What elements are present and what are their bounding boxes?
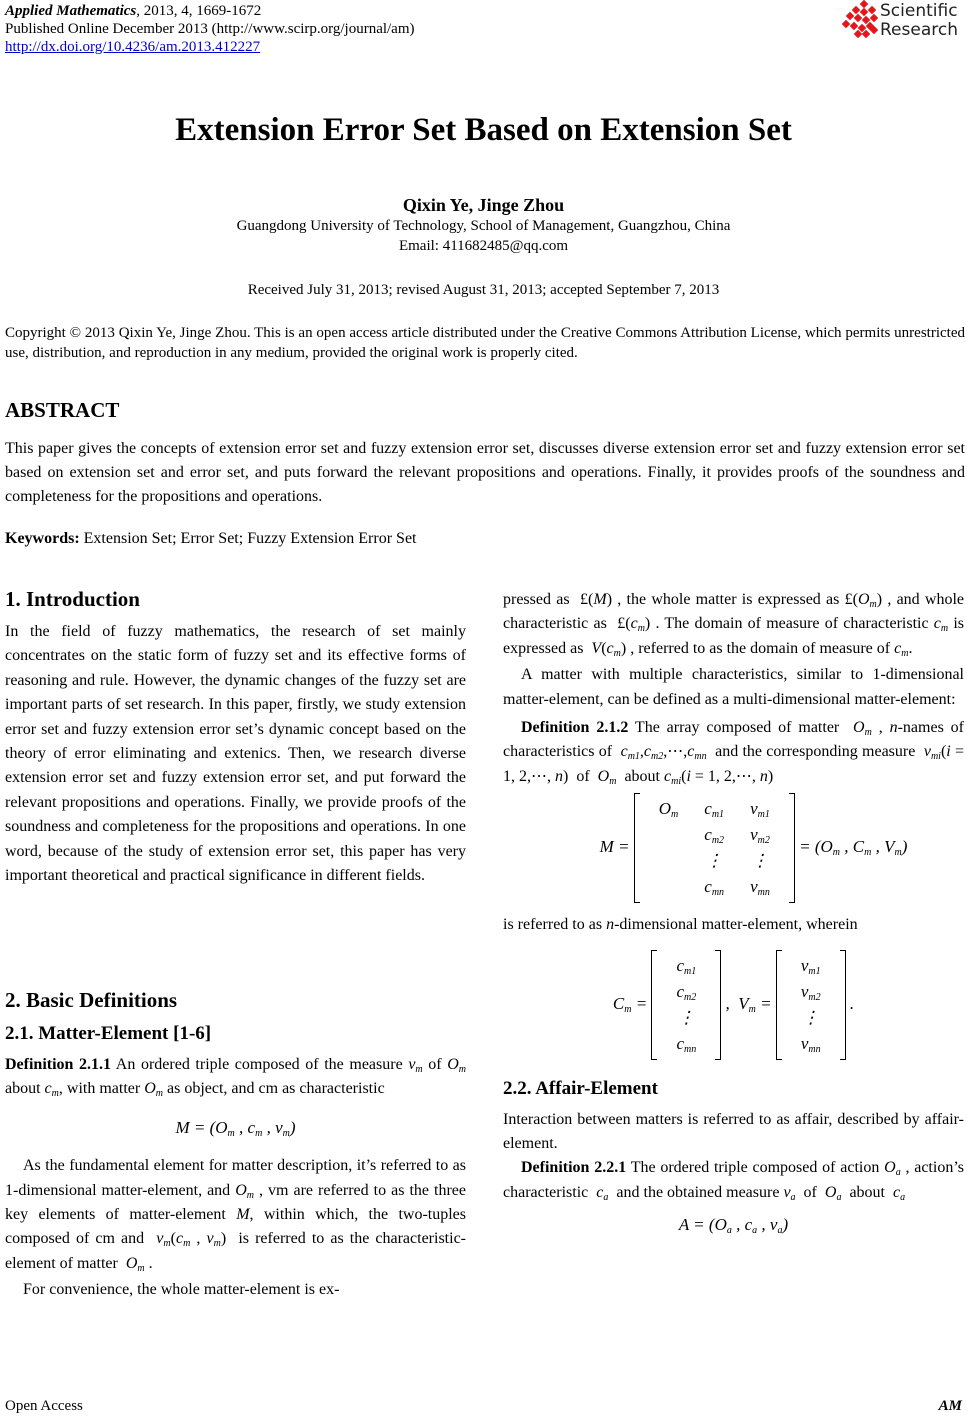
subsection-heading-affair-element: 2.2. Affair-Element	[503, 1077, 658, 1099]
matrix-cell	[647, 823, 691, 847]
keywords-list: Extension Set; Error Set; Fuzzy Extension Error Set	[79, 530, 417, 547]
matrix-cell: $v_{m2}$	[750, 825, 770, 847]
matrix-M	[634, 793, 795, 903]
logo-diamond	[860, 8, 868, 16]
continued-paragraph: pressed as £(M) , the whole matter is expressed as $£(O_m)$ , and whole characteristic as $£(c_m)$ . The domain of measure of characteristic $c_m$ is expressed as $V(c_m)$ , referred to as the domain of measure of $c_m$.	[503, 591, 965, 659]
logo-mark-icon	[842, 0, 882, 42]
matrix-C-lhs: $C_m$ =	[612, 993, 648, 1015]
logo-diamond	[852, 6, 860, 14]
section-heading-introduction: 1. Introduction	[5, 587, 140, 611]
logo-diamond	[850, 22, 858, 30]
abstract-text: This paper gives the concepts of extension error set and fuzzy extension error set, discusses diverse extension error set and fuzzy extension error set based on extension set and error set, and puts forward the relevant propositions and operations. Finally, it provides proofs of the soundness and completeness for the propositions and operations.	[5, 440, 965, 505]
matrix-M-lhs: M =	[599, 837, 630, 857]
matrix-cell: $c_{mn}$	[676, 1033, 697, 1055]
equation-matter-element: $M = (O_m$ , $c_m$ , $v_m$)	[175, 1117, 296, 1139]
footer-journal-abbrev: AM	[938, 1398, 962, 1414]
matrix-cell: $c_{m1}$	[676, 955, 697, 977]
keywords-label: Keywords:	[5, 530, 80, 547]
logo-diamond	[870, 14, 878, 22]
affair-paragraph: Interaction between matters is referred to as affair, described by affair-element.	[503, 1110, 964, 1153]
publisher-logo	[842, 0, 967, 42]
citation: , 2013, 4, 1669-1672	[136, 3, 262, 19]
matrix-cell: ⋮	[751, 851, 769, 871]
matrix-M-rhs: = ($O_m$ , $C_m$ , $V_m$)	[799, 837, 908, 859]
matrix-cell: $c_{m1}$	[704, 799, 725, 821]
matrix-cell: $v_{m1}$	[750, 799, 770, 821]
copyright-notice: Copyright © 2013 Qixin Ye, Jinge Zhou. This is an open access article distributed under the Creative Commons Attribution License, which permits unrestricted use, distribution, and reproduction in any medium, provided the original work is properly cited.	[5, 325, 965, 361]
journal-name: Applied Mathematics	[5, 3, 137, 19]
matrix-cell: $v_{mn}$	[800, 1033, 821, 1055]
definition-2-1-2: Definition 2.1.2 The array composed of matter $O_m$ , n-names of characteristics of $c_{m1},c_{m2},\cdots,c_{mn}$ and the corresponding measure $v_{mi}(i = 1$, 2,⋯, n) of $O_m$ about $c_{mi}(i = 1$, 2,⋯, n)	[503, 719, 965, 787]
published-line: Published Online December 2013 (http://www.scirp.org/journal/am)	[5, 21, 415, 37]
paper-title: Extension Error Set Based on Extension Set	[175, 112, 792, 148]
received-dates: Received July 31, 2013; revised August 31, 2013; accepted September 7, 2013	[247, 282, 720, 298]
equation-affair-element: $A = (O_a$ , $c_a$ , $v_a$)	[678, 1215, 789, 1237]
logo-diamond	[860, 0, 868, 8]
journal-header	[5, 2, 415, 56]
logo-diamond	[846, 12, 854, 20]
intro-paragraph: In the field of fuzzy mathematics, the research of set mainly concentrates on the static form of fuzzy set and its effective forms of reasoning and rule. However, the dynamic changes of the fuzzy set are important parts of set research. In this paper, firstly, we study extension error set and fuzzy extension error set’s dynamic concept based on the theory of error eliminating and extenics. Then, we research diverse extension error set and fuzzy extension error set, and put forward the relevant propositions and operations. Finally, we provide proofs of the soundness and completeness for the propositions and operations. In one word, because of the study of extension error set, this paper has very important theoretical and practical significance in different fields.	[5, 623, 466, 885]
logo-diamond	[868, 6, 876, 14]
footer-open-access: Open Access	[5, 1398, 83, 1414]
matrix-cell: ⋮	[677, 1007, 695, 1027]
wherein-paragraph: is referred to as n-dimensional matter-element, wherein	[503, 916, 858, 934]
left-column-section2	[5, 986, 466, 1303]
abstract-heading: ABSTRACT	[5, 398, 120, 422]
matrix-cell: $c_{m2}$	[704, 825, 725, 847]
matrix-cell: $v_{mn}$	[750, 877, 770, 899]
convenience-paragraph: For convenience, the whole matter-element is ex-	[23, 1281, 340, 1299]
multi-dimension-paragraph: A matter with multiple characteristics, similar to 1-dimensional matter-element, can be defined as a multi-dimensional matter-element:	[503, 666, 964, 708]
subsection-heading-matter-element: 2.1. Matter-Element [1-6]	[5, 1023, 212, 1044]
logo-diamond	[854, 14, 862, 22]
doi-link[interactable]: http://dx.doi.org/10.4236/am.2013.412227	[5, 39, 261, 55]
matrix-cell: $c_{mn}$	[704, 877, 725, 899]
matrix-cell: ⋮	[705, 851, 723, 871]
matrix-C	[651, 950, 721, 1060]
matrix-V-lhs: , $V_m$ =	[725, 993, 772, 1015]
matrix-end: .	[849, 993, 855, 1013]
section-heading-basic-definitions: 2. Basic Definitions	[5, 988, 178, 1012]
definition-2-2-1: Definition 2.2.1 The ordered triple composed of action $O_a$ , action’s characteristic $c_a$ and the obtained measure $v_a$ of $O_a$ about $c_a$	[503, 1159, 964, 1203]
matrix-cell	[647, 875, 691, 899]
logo-text-2: Research	[880, 20, 958, 40]
matrix-cell: ⋮	[802, 1007, 820, 1027]
definition-2-1-1: Definition 2.1.1 An ordered triple composed of the measure $v_m$ of $O_m$ about $c_m$, with matter $O_m$ as object, and cm as characteristic	[5, 1056, 467, 1100]
matrix-cell	[647, 849, 691, 873]
logo-diamond	[842, 20, 850, 28]
matrix-V	[776, 950, 846, 1060]
matrix-equation-C-V	[503, 950, 964, 1060]
affiliation: Guangdong University of Technology, School of Management, Guangzhou, China	[236, 218, 731, 234]
matrix-cell: $v_{m2}$	[800, 981, 821, 1003]
keywords	[5, 530, 416, 548]
authors: Qixin Ye, Jinge Zhou	[402, 195, 565, 215]
matrix-equation-M	[503, 793, 964, 903]
logo-text-1: Scientific	[880, 1, 958, 21]
matrix-cell: $c_{m2}$	[676, 981, 697, 1003]
matrix-cell: $O_m$	[658, 799, 679, 821]
email: Email: 411682485@qq.com	[398, 238, 569, 254]
fundamental-paragraph: As the fundamental element for matter description, it’s referred to as 1-dimensional matter-element, and $O_m$ , vm are referred to as the three key elements of matter-element M, within which, the two-tuples composed of cm and $v_m(c_m$ , $v_m$) is referred to as the characteristic-element of matter $O_m$ .	[5, 1157, 467, 1274]
matrix-cell: $v_{m1}$	[800, 955, 821, 977]
left-column	[5, 585, 466, 888]
right-column	[503, 588, 964, 1238]
